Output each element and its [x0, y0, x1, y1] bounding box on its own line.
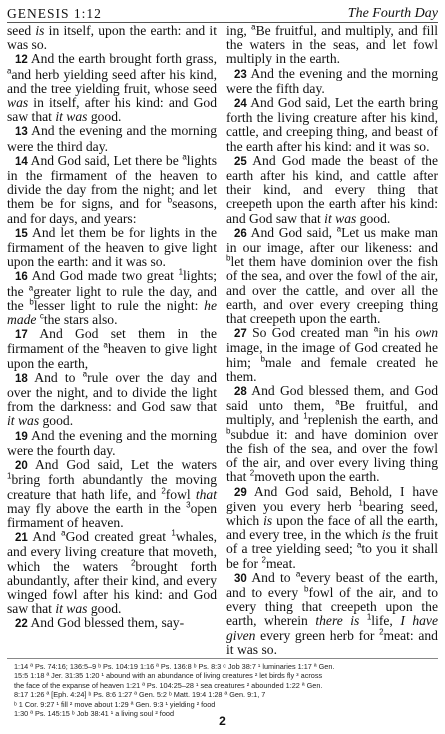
- verse-text: And the evening and the morning were the fourth day.: [7, 427, 217, 458]
- verse-number: 18: [15, 372, 28, 385]
- footnote-rule: [7, 658, 438, 659]
- header-section-title: The Fourth Day: [347, 6, 438, 21]
- verse-text: Be fruitful, and multiply, and: [226, 398, 438, 428]
- italic-supplied-word: I have given: [226, 613, 438, 643]
- italic-supplied-word: that: [195, 486, 217, 502]
- verse-text: image, in the image of God created he him;: [226, 340, 438, 370]
- verse-text: And the evening and the morning were the fifth day.: [226, 65, 438, 96]
- verse-number: 29: [234, 486, 247, 499]
- verse-text: And let them be for lights in the firmament of the heaven to give light upon the earth: and it was so.: [7, 224, 217, 270]
- verse-number: 21: [15, 532, 28, 545]
- verse-text: And God said, Let the waters: [34, 457, 217, 473]
- verse-text: open firmament of heaven.: [7, 500, 217, 530]
- verse-number: 24: [234, 98, 247, 111]
- verse-text: And God blessed them, and God said unto them,: [226, 383, 438, 414]
- cross-reference-marker: a: [373, 324, 379, 334]
- verse-text: moveth upon the earth.: [254, 469, 380, 485]
- verse: [7, 616, 217, 631]
- italic-supplied-word: own: [415, 325, 438, 341]
- cross-reference-marker: c: [39, 311, 44, 321]
- italic-supplied-word: there is: [315, 613, 360, 629]
- verse-text: every green herb for: [255, 627, 380, 643]
- cross-reference-marker: a: [82, 369, 88, 379]
- verse: [226, 326, 438, 384]
- italic-supplied-word: it was: [55, 601, 88, 617]
- cross-reference-marker: 1: [366, 612, 372, 622]
- cross-reference-marker: 2: [249, 468, 255, 478]
- verse-number: 27: [234, 328, 247, 341]
- verse: [226, 226, 438, 326]
- verse-text: God created great: [65, 529, 172, 545]
- cross-reference-marker: 1: [7, 471, 12, 481]
- cross-reference-marker: b: [303, 584, 309, 594]
- verse-text: the stars also.: [43, 312, 118, 328]
- verse-text: [359, 613, 367, 628]
- cross-reference-marker: a: [61, 528, 66, 538]
- verse-text: lights in the firmament of the heaven to divide the day from the night; and let them be for signs, and for: [7, 152, 217, 212]
- verse-text: So God created man: [252, 325, 374, 341]
- verse-text: in itself, after his kind: and God saw that: [7, 95, 217, 125]
- left-text-column: [7, 24, 217, 632]
- verse-text: to you it shall be for: [226, 541, 439, 571]
- verse-text: good.: [39, 413, 74, 429]
- footnote-line: 1:30 ª Ps. 145:15 ᵇ Job 38:41 ¹ a living soul ² food: [14, 709, 175, 719]
- verse-text: upon the face of all the earth, and every tree, in the which: [226, 512, 438, 543]
- italic-supplied-word: it was: [324, 210, 357, 226]
- verse-number: 17: [15, 329, 28, 342]
- italic-supplied-word: it was: [7, 413, 40, 429]
- verse: [226, 24, 438, 67]
- verse-text: And to: [251, 569, 296, 585]
- footnote-line: 15:5 1:18 ª Jer. 31:35 1:20 ¹ abound with an abundance of living creatures ² let birds fly ³ across: [14, 671, 323, 681]
- verse: [7, 24, 217, 52]
- italic-supplied-word: he made: [7, 297, 217, 328]
- cross-reference-marker: b: [226, 253, 231, 263]
- verse-text: brought forth abundantly, after their kind, and every winged fowl after his kind: and God saw that: [7, 558, 217, 617]
- verse-number: 26: [234, 227, 247, 240]
- verse: [7, 429, 217, 458]
- cross-reference-marker: a: [251, 22, 256, 32]
- cross-reference-marker: b: [260, 354, 265, 364]
- verse-text: bearing seed, which: [226, 498, 438, 528]
- verse-text: meat.: [265, 555, 296, 571]
- verse-text: And the evening and the morning were the third day.: [7, 123, 217, 154]
- verse-text: ing,: [226, 23, 252, 38]
- header-reference: GENESIS 1:12: [7, 6, 102, 21]
- verse-text: And God set them in the firmament of the: [7, 326, 217, 357]
- verse: [7, 530, 217, 616]
- verse-text: subdue it: and have dominion over the fish of the sea, and over the fowl of the air, and over every living thing that: [226, 426, 438, 485]
- verse-text: greater light to rule the day, and the: [7, 283, 217, 313]
- verse-text: in itself, upon the earth: and it was so.: [7, 23, 217, 53]
- verse-text: male and female created he them.: [226, 354, 438, 384]
- verse-text: Let us make man in our image, after our likeness: and: [226, 224, 438, 256]
- verse: [226, 96, 438, 154]
- cross-reference-marker: 2: [130, 557, 136, 567]
- verse: [226, 67, 438, 96]
- verse-text: replenish the earth, and: [307, 412, 438, 428]
- cross-reference-marker: a: [103, 340, 108, 350]
- verse-text: the fruit of a tree yielding seed;: [226, 527, 438, 557]
- cross-reference-marker: a: [356, 540, 362, 550]
- verse-text: good.: [356, 210, 391, 226]
- verse: [7, 327, 217, 371]
- verse-number: 30: [234, 572, 247, 585]
- verse-text: whales, and every living creature that moveth, which the waters: [7, 529, 218, 574]
- footnote-line: the face of the expanse of heaven 1:21 ª Ps. 104:25–28 ¹ sea creatures ² abounded 1:22 ª Gen.: [14, 680, 323, 690]
- page-number: 2: [219, 714, 226, 728]
- verse: [7, 226, 217, 270]
- cross-reference-marker: a: [7, 66, 12, 76]
- cross-reference-marker: b: [167, 195, 173, 205]
- verse-text: And God made two great: [31, 268, 179, 284]
- cross-reference-marker: 2: [261, 554, 266, 564]
- verse-number: 15: [15, 227, 28, 240]
- verse-number: 19: [15, 430, 28, 443]
- verse-text: And God said, Let the earth bring forth the living creature after his kind, cattle, and creeping thing, and beast of the earth after his kind: and it was so.: [226, 95, 438, 154]
- cross-reference-marker: a: [28, 283, 34, 293]
- cross-reference-marker: b: [226, 426, 231, 436]
- verse-text: fowl: [165, 486, 196, 502]
- verse-text: and herb yielding seed after his kind, and the tree yielding fruit, whose seed: [7, 66, 217, 96]
- verse-number: 16: [15, 271, 28, 284]
- verse-number: 12: [15, 54, 28, 67]
- verse: [7, 52, 217, 124]
- verse-text: bring forth abundantly the moving creature that hath life, and: [7, 472, 217, 502]
- verse-text: And to: [34, 369, 83, 385]
- cross-reference-marker: b: [29, 297, 34, 307]
- verse-number: 20: [15, 460, 28, 473]
- verse-text: lights; the: [7, 268, 218, 299]
- footnote-line: 8:17 1:26 ª [Eph. 4:24] ᵇ Ps. 8:6 1:27 ª Gen. 5:2 ᵇ Matt. 19:4 1:28 ª Gen. 9:1, 7: [14, 690, 266, 700]
- verse: [7, 371, 217, 429]
- verse-number: 28: [234, 386, 247, 399]
- verse-text: meat: and it was so.: [226, 627, 438, 657]
- verse-text: rule over the day and over the night, and to divide the light from the darkness: and God saw that: [7, 369, 218, 415]
- verse: [7, 269, 217, 327]
- verse: [7, 154, 217, 226]
- verse-text: And God made the beast of the earth after his kind, and cattle after their kind, and every thing that creepeth upon the earth after his kind: and God saw that: [226, 152, 439, 226]
- verse: [226, 485, 438, 571]
- verse: [7, 124, 217, 153]
- verse-text: may fly above the earth in the: [7, 500, 187, 516]
- verse-text: fowl of the air, and to every thing that creepeth upon the earth, wherein: [226, 584, 438, 629]
- verse-text: Be fruitful, and multiply, and fill the waters in the seas, and let fowl multiply in the earth.: [226, 23, 438, 67]
- verse-text: in his: [378, 325, 416, 341]
- italic-supplied-word: it was: [55, 109, 88, 125]
- verse-text: seed: [7, 23, 36, 38]
- italic-supplied-word: is: [35, 23, 45, 38]
- footnote-line: 1:14 ª Ps. 74:16; 136:5–9 ᵇ Ps. 104:19 1:16 ª Ps. 136:8 ᵇ Ps. 8:3 ᶜ Job 38:7 ¹ luminaries 1:17 ª Gen.: [14, 662, 335, 671]
- cross-reference-marker: 1: [303, 411, 308, 421]
- verse-number: 14: [15, 155, 28, 168]
- right-text-column: [226, 24, 438, 657]
- cross-reference-marker: 1: [178, 267, 184, 277]
- italic-supplied-word: is: [263, 512, 273, 528]
- verse-text: And God said, Let there be: [30, 152, 183, 168]
- cross-reference-marker: a: [336, 224, 342, 234]
- cross-reference-marker: 2: [379, 627, 384, 636]
- footnote-line: ᵇ 1 Cor. 9:27 ¹ fill ² move about 1:29 ª Gen. 9:3 ¹ yielding ² food: [14, 699, 216, 709]
- cross-reference-marker: 2: [161, 485, 166, 495]
- verse-number: 22: [15, 618, 28, 631]
- cross-reference-marker: a: [182, 152, 187, 162]
- verse-text: life,: [371, 613, 401, 629]
- verse-text: And the earth brought forth grass,: [30, 51, 217, 67]
- verse: [226, 571, 438, 657]
- verse-text: lesser light to rule the night:: [33, 297, 205, 313]
- verse: [7, 458, 217, 530]
- verse: [226, 384, 438, 484]
- verse-text: every beast of the earth, and to every: [226, 569, 439, 600]
- verse-number: 13: [15, 126, 28, 139]
- cross-reference-marker: 1: [171, 528, 176, 538]
- verse-text: And God said,: [250, 224, 337, 240]
- verse-text: good.: [87, 109, 122, 125]
- verse: [226, 154, 438, 226]
- cross-reference-marker: a: [335, 397, 340, 407]
- cross-reference-marker: a: [295, 569, 301, 579]
- footnotes: [14, 662, 435, 718]
- verse-text: And: [32, 529, 62, 545]
- verse-text: let them have dominion over the fish of the sea, and over the fowl of the air, and over the cattle, and over all the earth, and over every creeping thing that creepeth upon the earth.: [226, 254, 438, 327]
- cross-reference-marker: 3: [186, 500, 191, 510]
- verse-number: 25: [234, 155, 247, 168]
- verse-text: heaven to give light upon the earth,: [7, 341, 218, 371]
- verse-text: good.: [87, 601, 122, 617]
- cross-reference-marker: 1: [358, 498, 363, 508]
- italic-supplied-word: is: [381, 527, 391, 543]
- verse-text: seasons, and for days, and years:: [7, 196, 217, 226]
- verse-number: 23: [234, 68, 247, 81]
- verse-text: And God said, Behold, I have given you every herb: [226, 483, 438, 514]
- verse-text: And God blessed them, say-: [30, 615, 185, 631]
- italic-supplied-word: was: [7, 95, 29, 111]
